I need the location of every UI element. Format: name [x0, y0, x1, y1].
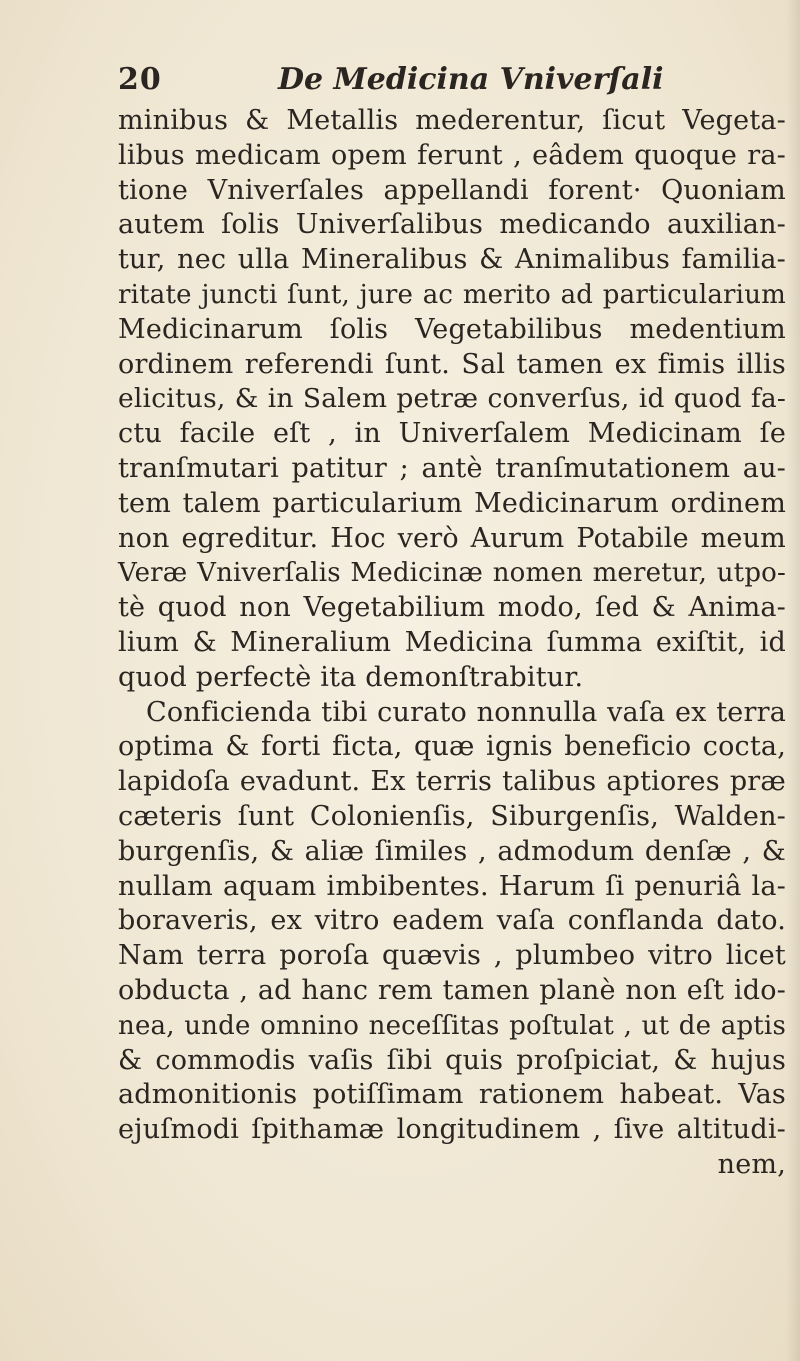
page-edge-shadow: [786, 0, 800, 1361]
text-line: lapidoſa evadunt. Ex terris talibus aptiores præ: [118, 766, 786, 798]
text-line: ritate juncti ſunt, jure ac merito ad particularium: [118, 279, 786, 310]
text-line: obducta , ad hanc rem tamen planè non eſt ido-: [118, 974, 786, 1006]
text-line: lium & Mineralium Medicina ſumma exiſtit, id: [118, 626, 786, 658]
text-line: cæteris ſunt Colonienſis, Siburgenſis, Walden-: [118, 800, 786, 832]
text-line: admonitionis potiſſimam rationem habeat. Vas: [118, 1079, 786, 1111]
text-line: minibus & Metallis mederentur, ſicut Vegeta-: [118, 105, 786, 136]
body-text: [118, 104, 786, 1183]
text-line: ejuſmodi ſpithamæ longitudinem , ſive altitudi-: [118, 1114, 786, 1146]
page-number: 20: [118, 62, 162, 97]
text-line: ctu facile eſt , in Univerſalem Medicinam ſe: [118, 418, 786, 450]
text-line: nullam aquam imbibentes. Harum ſi penuriâ la-: [118, 870, 786, 902]
running-title: De Medicina Vniverſali: [278, 62, 664, 97]
text-line: libus medicam opem ferunt , eâdem quoque ra-: [118, 139, 786, 171]
text-line: Veræ Vniverſalis Medicinæ nomen meretur, utpo-: [118, 558, 786, 589]
text-line: optima & forti ficta, quæ ignis beneficio cocta,: [118, 731, 786, 763]
text-line: tur, nec ulla Mineralibus & Animalibus familia-: [118, 244, 786, 276]
text-line: Nam terra poroſa quævis , plumbeo vitro licet: [118, 940, 786, 972]
text-line: nea, unde omnino neceſſitas poſtulat , ut de aptis: [118, 1010, 786, 1041]
text-line: & commodis vaſis ſibi quis proſpiciat, & hujus: [118, 1044, 786, 1076]
catchword: nem,: [717, 1148, 786, 1180]
paragraph-start-line: Conficienda tibi curato nonnulla vaſa ex terra: [146, 696, 786, 728]
text-line: tem talem particularium Medicinarum ordinem: [118, 487, 786, 519]
text-line: ordinem referendi ſunt. Sal tamen ex fimis illis: [118, 348, 786, 380]
page-header: [118, 62, 678, 102]
text-line: tranſmutari patitur ; antè tranſmutationem au-: [118, 452, 786, 484]
text-line: tione Vniverſales appellandi forent· Quoniam: [118, 174, 786, 206]
text-line: Medicinarum ſolis Vegetabilibus medentium: [118, 313, 786, 345]
text-line: elicitus, & in Salem petræ converſus, id quod fa-: [118, 383, 786, 415]
text-line: non egreditur. Hoc verò Aurum Potabile meum: [118, 522, 786, 554]
text-line: burgenſis, & aliæ ſimiles , admodum denſæ , &: [118, 835, 786, 867]
text-line: tè quod non Vegetabilium modo, ſed & Anima-: [118, 592, 786, 624]
text-line: quod perfectè ita demonſtrabitur.: [118, 661, 584, 693]
text-line: boraveris, ex vitro eadem vaſa conflanda dato.: [118, 905, 786, 937]
text-line: autem ſolis Univerſalibus medicando auxilian-: [118, 209, 786, 241]
